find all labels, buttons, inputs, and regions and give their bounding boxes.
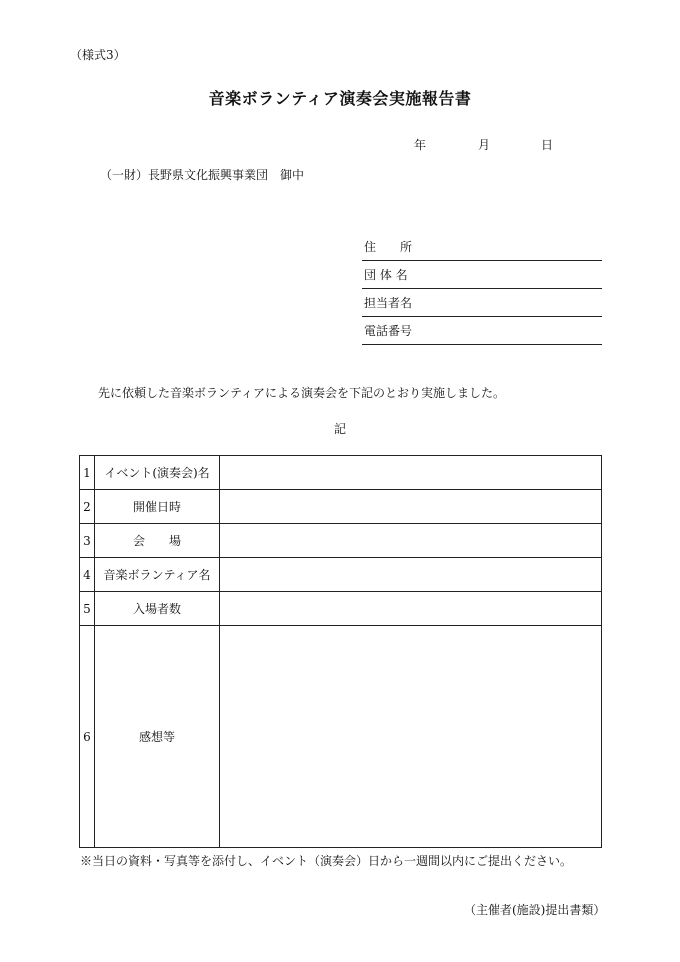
row-label: 会 場 bbox=[95, 524, 220, 558]
row-label: 入場者数 bbox=[95, 592, 220, 626]
date-time-value[interactable] bbox=[220, 490, 602, 524]
table-row bbox=[80, 626, 602, 848]
form-number: （様式3） bbox=[70, 48, 126, 62]
row-label: 感想等 bbox=[95, 626, 220, 848]
row-label: 開催日時 bbox=[95, 490, 220, 524]
sender-phone-field[interactable] bbox=[362, 317, 602, 345]
footer-label: （主催者(施設)提出書類） bbox=[464, 903, 606, 917]
sender-organization-label: 団 体 名 bbox=[364, 268, 408, 282]
table-row bbox=[80, 456, 602, 490]
ki-heading: 記 bbox=[333, 422, 346, 436]
row-number: 6 bbox=[80, 626, 95, 848]
document-title: 音楽ボランティア演奏会実施報告書 bbox=[208, 89, 472, 108]
row-label: 音楽ボランティア名 bbox=[95, 558, 220, 592]
attendance-value[interactable] bbox=[220, 592, 602, 626]
report-table bbox=[79, 455, 602, 848]
sender-organization-field[interactable] bbox=[362, 261, 602, 289]
addressee: （一財）長野県文化振興事業団 御中 bbox=[100, 168, 305, 182]
report-statement: 先に依頼した音楽ボランティアによる演奏会を下記のとおり実施しました。 bbox=[98, 386, 506, 400]
venue-value[interactable] bbox=[220, 524, 602, 558]
sender-address-label: 住 所 bbox=[364, 240, 413, 254]
event-name-value[interactable] bbox=[220, 456, 602, 490]
volunteer-name-value[interactable] bbox=[220, 558, 602, 592]
date-day-label: 日 bbox=[541, 138, 554, 152]
row-number: 5 bbox=[80, 592, 95, 626]
row-number: 2 bbox=[80, 490, 95, 524]
table-row bbox=[80, 490, 602, 524]
row-number: 4 bbox=[80, 558, 95, 592]
date-year-label: 年 bbox=[414, 138, 427, 152]
row-number: 3 bbox=[80, 524, 95, 558]
date-month-label: 月 bbox=[478, 138, 491, 152]
sender-contact-person-label: 担当者名 bbox=[364, 296, 413, 310]
table-row bbox=[80, 558, 602, 592]
impressions-value[interactable] bbox=[220, 626, 602, 848]
submission-note: ※当日の資料・写真等を添付し、イベント（演奏会）日から一週間以内にご提出ください。 bbox=[80, 854, 573, 868]
table-row bbox=[80, 524, 602, 558]
row-label: イベント(演奏会)名 bbox=[95, 456, 220, 490]
table-row bbox=[80, 592, 602, 626]
row-number: 1 bbox=[80, 456, 95, 490]
sender-phone-label: 電話番号 bbox=[364, 324, 413, 338]
sender-address-field[interactable] bbox=[362, 233, 602, 261]
sender-contact-person-field[interactable] bbox=[362, 289, 602, 317]
